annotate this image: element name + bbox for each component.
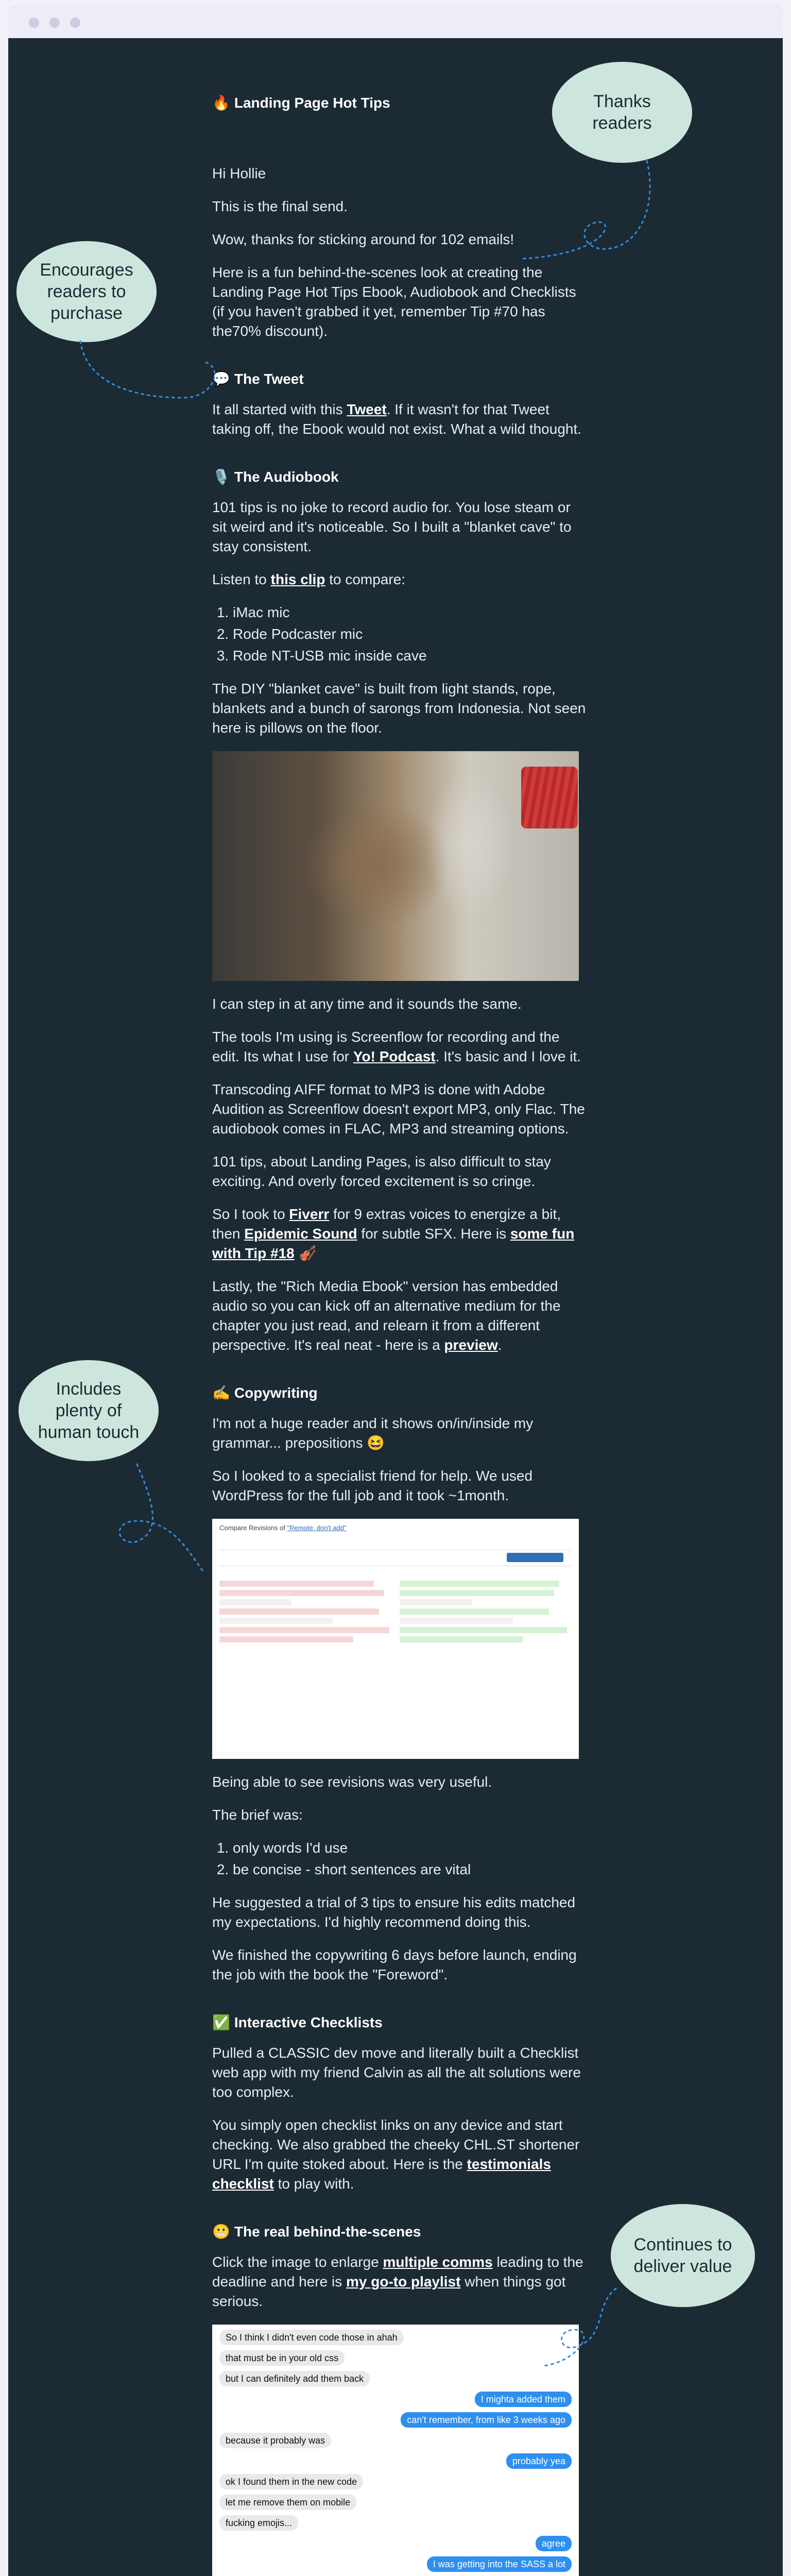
section-heading-checklists: ✅ Interactive Checklists	[212, 2013, 587, 2032]
audiobook-paragraph: I can step in at any time and it sounds the same.	[212, 996, 522, 1012]
revisions-title: Compare Revisions of "Remote: don't add"	[219, 1524, 347, 1532]
list-item: 2. Rode Podcaster mic	[233, 624, 587, 644]
note-thanks-readers: Thanks readers	[552, 62, 692, 163]
intro-paragraph: Here is a fun behind-the-scenes look at creating the Landing Page Hot Tips Ebook, Audiobook and Checklists (if you haven't grabbed it yet, remember Tip #70 has the70% discount).	[212, 264, 576, 339]
intro-line: Wow, thanks for sticking around for 102 emails!	[212, 231, 514, 247]
fire-icon: 🔥	[212, 95, 230, 111]
listen-paragraph: Listen to this clip to compare:	[212, 571, 406, 587]
copywriting-paragraph: He suggested a trial of 3 tips to ensure his edits matched my expectations. I'd highly recommend doing this.	[212, 1894, 576, 1930]
note-encourages-purchase: Encourages readers to purchase	[16, 241, 157, 342]
brand-name: Landing Page Hot Tips	[234, 95, 390, 111]
chat-message-in: fucking emojis...	[219, 2515, 298, 2531]
tools-paragraph: The tools I'm using is Screenflow for recording and the edit. Its what I use for Yo! Podcast. It's basic and I love it.	[212, 1029, 581, 1064]
speech-bubble-icon: 💬	[212, 371, 230, 387]
list-item: 2. be concise - short sentences are vital	[233, 1860, 587, 1879]
microphone-icon: 🎙️	[212, 469, 230, 485]
list-item: 3. Rode NT-USB mic inside cave	[233, 646, 587, 666]
note-human-touch: Includes plenty of human touch	[19, 1360, 159, 1461]
audiobook-paragraph: 101 tips is no joke to record audio for. You lose steam or sit weird and it's noticeable. So I built a "blanket cave" to stay consistent.	[212, 499, 572, 554]
playlist-link[interactable]: my go-to playlist	[346, 2274, 461, 2290]
clip-link[interactable]: this clip	[270, 571, 325, 587]
epidemic-sound-link[interactable]: Epidemic Sound	[244, 1226, 357, 1242]
multiple-comms-link[interactable]: multiple comms	[383, 2254, 493, 2270]
chat-message-in: let me remove them on mobile	[219, 2495, 356, 2510]
chat-message-out: agree	[536, 2536, 572, 2551]
list-item: 1. iMac mic	[233, 603, 587, 622]
copywriting-paragraph: I'm not a huge reader and it shows on/in/inside my grammar... prepositions 😆	[212, 1415, 534, 1451]
section-heading-audiobook: 🎙️ The Audiobook	[212, 468, 587, 486]
tweet-link[interactable]: Tweet	[347, 401, 387, 417]
copywriting-paragraph: Being able to see revisions was very useful.	[212, 1774, 492, 1790]
rich-media-paragraph: Lastly, the "Rich Media Ebook" version has embedded audio so you can kick off an alternative medium for the chapter you just read, and relearn it from a different perspective. It's real neat - here is a preview.	[212, 1278, 561, 1353]
browser-window	[8, 6, 783, 2576]
greeting: Hi Hollie	[212, 165, 266, 181]
arrow-doodles	[8, 6, 783, 2576]
chat-message-out: probably yea	[506, 2453, 572, 2469]
chat-message-out: I was getting into the SASS a lot	[427, 2556, 572, 2572]
section-heading-copywriting: ✍️ Copywriting	[212, 1384, 587, 1402]
chat-message-in: but I can definitely add them back	[219, 2371, 370, 2386]
checklists-paragraph: You simply open checklist links on any device and start checking. We also grabbed the cheeky CHL.ST shortener URL I'm quite stoked about. Here is the testimonials checklist to play with.	[212, 2117, 580, 2192]
note-deliver-value: Continues to deliver value	[611, 2204, 755, 2307]
copywriting-paragraph: So I looked to a specialist friend for help. We used WordPress for the full job and it took ~1month.	[212, 1468, 533, 1503]
chat-message-in: So I think I didn't even code those in ahah	[219, 2330, 404, 2345]
writing-hand-icon: ✍️	[212, 1385, 230, 1401]
voices-paragraph: So I took to Fiverr for 9 extras voices to energize a bit, then Epidemic Sound for subtle SFX. Here is some fun with Tip #18 🎻	[212, 1206, 575, 1261]
audiobook-paragraph: Transcoding AIFF format to MP3 is done with Adobe Audition as Screenflow doesn't export MP3, only Flac. The audiobook comes in FLAC, MP3 and streaming options.	[212, 1081, 585, 1137]
tweet-paragraph: It all started with this Tweet. If it wasn't for that Tweet taking off, the Ebook would not exist. What a wild thought.	[212, 401, 582, 437]
fiverr-link[interactable]: Fiverr	[289, 1206, 330, 1222]
testimonials-checklist-link[interactable]: testimonials checklist	[212, 2156, 551, 2192]
grimace-face-icon: 😬	[212, 2224, 230, 2240]
chat-message-in: because it probably was	[219, 2433, 331, 2448]
chat-message-in: that must be in your old css	[219, 2350, 345, 2366]
check-mark-icon: ✅	[212, 2014, 230, 2030]
bts-paragraph: Click the image to enlarge multiple comms leading to the deadline and here is my go-to playlist when things got serious.	[212, 2254, 583, 2309]
audiobook-paragraph: 101 tips, about Landing Pages, is also difficult to stay exciting. And overly forced excitement is so cringe.	[212, 1154, 551, 1189]
chat-message-out: I mighta added them	[475, 2392, 572, 2407]
copywriting-paragraph: The brief was:	[212, 1807, 303, 1823]
section-heading-tweet: 💬 The Tweet	[212, 370, 587, 388]
tip-18-link[interactable]: some fun with Tip #18	[212, 1226, 575, 1261]
blanket-cave-paragraph: The DIY "blanket cave" is built from light stands, rope, blankets and a bunch of sarongs from Indonesia. Not seen here is pillows on the floor.	[212, 681, 586, 736]
checklists-paragraph: Pulled a CLASSIC dev move and literally built a Checklist web app with my friend Calvin as all the alt solutions were too complex.	[212, 2045, 581, 2100]
preview-link[interactable]: preview	[444, 1337, 498, 1353]
intro-line: This is the final send.	[212, 198, 348, 214]
section-heading-bts: 😬 The real behind-the-scenes	[212, 2223, 587, 2241]
copywriting-paragraph: We finished the copywriting 6 days before launch, ending the job with the book the "Foreword".	[212, 1947, 577, 1982]
podcast-link[interactable]: Yo! Podcast	[353, 1048, 436, 1064]
list-item: 1. only words I'd use	[233, 1838, 587, 1858]
chat-message-out: can't remember, from like 3 weeks ago	[401, 2412, 572, 2428]
chat-message-in: ok I found them in the new code	[219, 2474, 363, 2489]
